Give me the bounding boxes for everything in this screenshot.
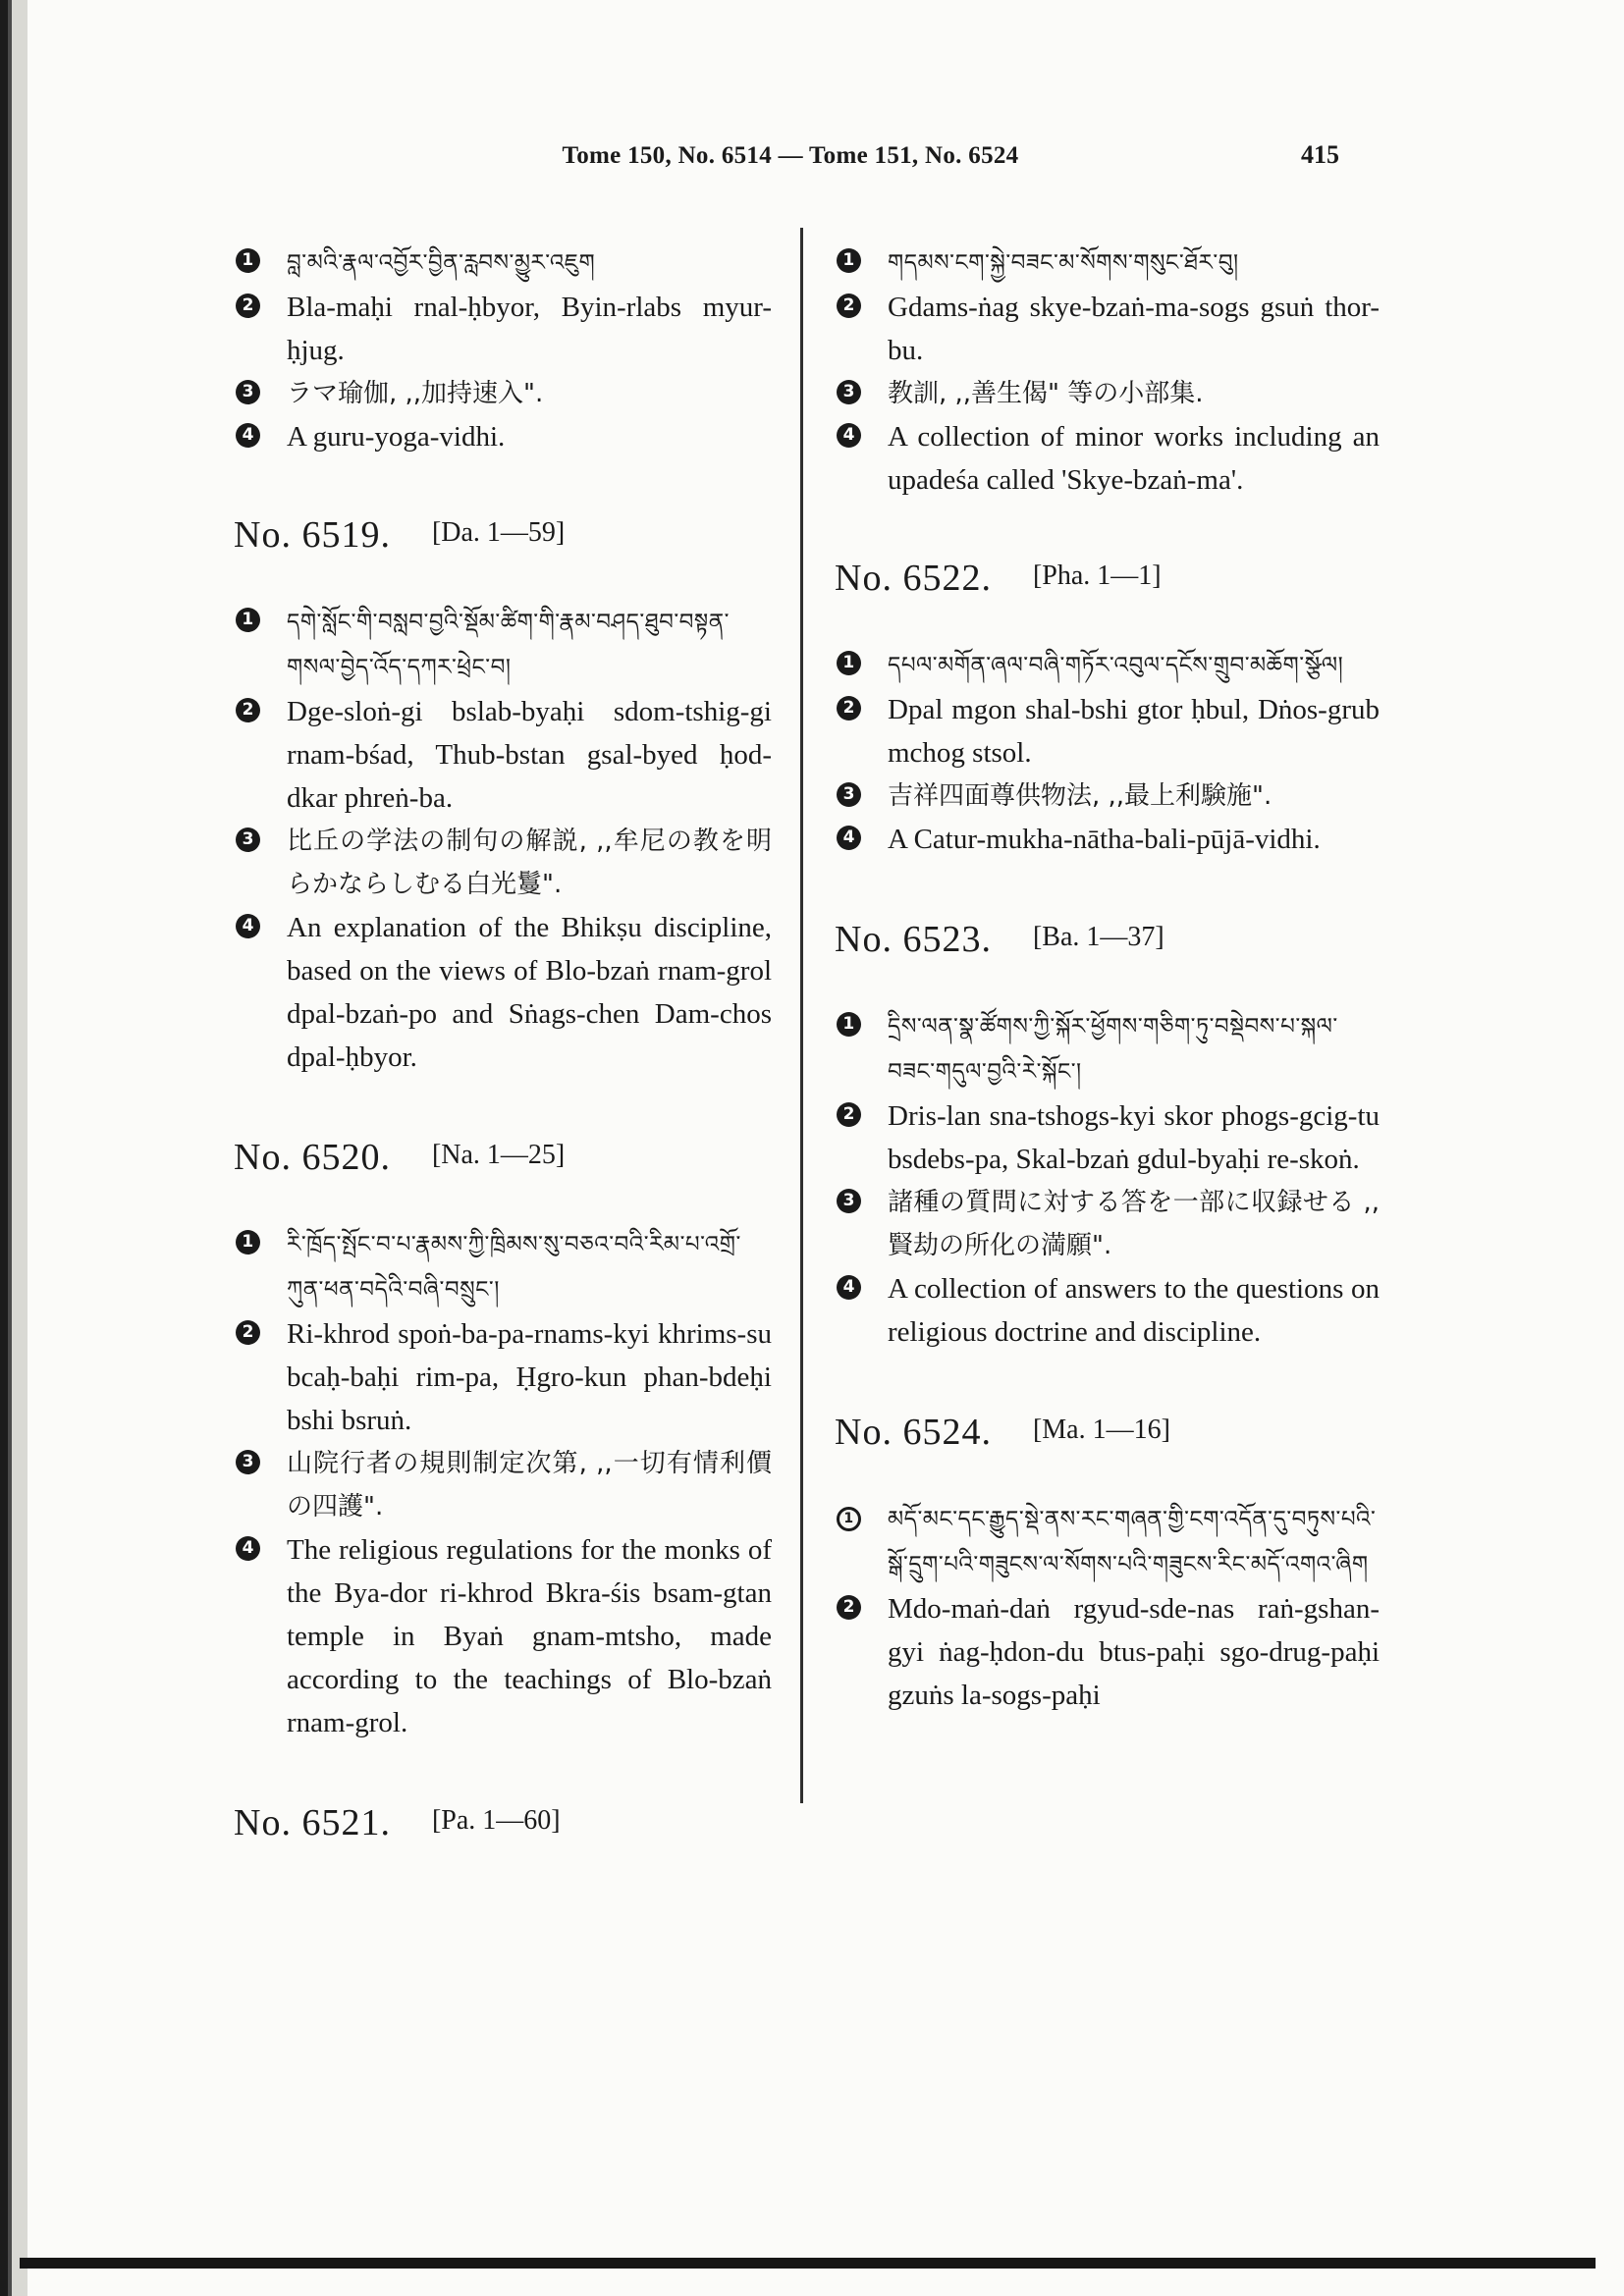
marker-2: 2	[837, 1102, 861, 1127]
left-column	[234, 240, 772, 1888]
tibetan-title: 1 བླ་མའི་རྣལ་འབྱོར་བྱིན་རླབས་མྱུར་འཇུག	[234, 240, 772, 286]
english-description: 4 A Catur-mukha-nātha-bali-pūjā-vidhi.	[835, 818, 1380, 861]
entry-heading	[835, 557, 1380, 600]
marker-1: 1	[236, 248, 260, 273]
japanese-title: 3 比丘の学法の制句の解説, ,,牟尼の教を明らかならしむる白光鬘".	[234, 820, 772, 906]
entry-number: No. 6520.	[234, 1137, 391, 1178]
english-description: 4 A collection of minor works including an upadeśa called 'Skye-bzaṅ-ma'.	[835, 415, 1380, 502]
right-column	[835, 240, 1380, 1717]
japanese-title: 3 教訓, ,,善生偈" 等の小部集.	[835, 372, 1380, 415]
tibetan-title: 1 དགེ་སློང་གི་བསླབ་བྱའི་སྡོམ་ཚིག་གི་རྣམ་བཤད་ཐུབ་བསྟན་གསལ་བྱེད་འོད་དཀར་ཕྲེང་བ།	[234, 600, 772, 690]
entry-6522	[835, 643, 1380, 861]
romanized-title: 2 Dge-sloṅ-gi bslab-byaḥi sdom-tshig-gi rnam-bśad, Thub-bstan gsal-byed ḥod-dkar phreṅ-ba.	[234, 690, 772, 820]
entry-range: [Pa. 1—60]	[431, 1805, 561, 1836]
entry-heading	[835, 918, 1380, 961]
marker-4: 4	[236, 423, 260, 448]
marker-2: 2	[837, 696, 861, 721]
english-description: 4 An explanation of the Bhikṣu discipline, based on the views of Blo-bzaṅ rnam-grol dpal-bzaṅ-po and Sṅags-chen Dam-chos dpal-ḥbyor.	[234, 906, 772, 1079]
marker-3: 3	[236, 1450, 260, 1474]
page-bottom-edge	[20, 2258, 1596, 2269]
marker-1: 1	[236, 608, 260, 632]
entry-6523	[835, 1004, 1380, 1354]
entry-number: No. 6524.	[835, 1412, 992, 1453]
entry-heading	[234, 513, 772, 557]
english-title: 4 A guru-yoga-vidhi.	[234, 415, 772, 458]
marker-4: 4	[837, 423, 861, 448]
romanized-title: 2 Dpal mgon shal-bshi gtor ḥbul, Dṅos-grub mchog stsol.	[835, 688, 1380, 774]
entry-6520	[234, 1222, 772, 1744]
entry-6524	[835, 1497, 1380, 1717]
marker-3: 3	[837, 782, 861, 807]
continued-entry	[234, 240, 772, 458]
japanese-title: 3 山院行者の規則制定次第, ,,一切有情利價の四護".	[234, 1442, 772, 1528]
romanized-title: 2 Mdo-maṅ-daṅ rgyud-sde-nas raṅ-gshan-gyi ṅag-ḥdon-du btus-paḥi sgo-drug-paḥi gzuṅs la-sogs-paḥi	[835, 1587, 1380, 1717]
entry-number: No. 6521.	[234, 1802, 391, 1843]
tibetan-title: 1 དྲིས་ལན་སྣ་ཚོགས་ཀྱི་སྐོར་ཕྱོགས་གཅིག་ཏུ་བསྡེབས་པ་སྐལ་བཟང་གདུལ་བྱའི་རེ་སྐོང་།	[835, 1004, 1380, 1095]
entry-range: [Ba. 1—37]	[1032, 922, 1164, 952]
marker-2: 2	[837, 294, 861, 318]
marker-2: 2	[236, 698, 260, 722]
entry-6519	[234, 600, 772, 1079]
marker-4: 4	[837, 826, 861, 850]
english-description: 4 A collection of answers to the questions on religious doctrine and discipline.	[835, 1267, 1380, 1354]
tibetan-title: 1 དཔལ་མགོན་ཞལ་བཞི་གཏོར་འབུལ་དངོས་གྲུབ་མཆོག་སྩོལ།	[835, 643, 1380, 688]
marker-2: 2	[236, 1320, 260, 1345]
entry-range: [Ma. 1—16]	[1032, 1415, 1170, 1445]
marker-3: 3	[837, 1189, 861, 1213]
marker-1: 1	[837, 1507, 861, 1531]
book-spine-edge	[0, 0, 27, 2296]
marker-2: 2	[837, 1595, 861, 1620]
marker-1: 1	[837, 248, 861, 273]
entry-number: No. 6519.	[234, 514, 391, 556]
tibetan-title: 1 གདམས་ངག་སྐྱེ་བཟང་མ་སོགས་གསུང་ཐོར་བུ།	[835, 240, 1380, 286]
japanese-title: 3 ラマ瑜伽, ,,加持速入".	[234, 372, 772, 415]
romanized-title: 2 Gdams-ṅag skye-bzaṅ-ma-sogs gsuṅ thor-bu.	[835, 286, 1380, 372]
marker-1: 1	[837, 1012, 861, 1037]
entry-heading	[234, 1136, 772, 1179]
marker-4: 4	[837, 1275, 861, 1300]
english-description: 4 The religious regulations for the monks of the Bya-dor ri-khrod Bkra-śis bsam-gtan temple in Byaṅ gnam-mtsho, made according to the teachings of Blo-bzaṅ rnam-grol.	[234, 1528, 772, 1744]
romanized-title: 2 Bla-maḥi rnal-ḥbyor, Byin-rlabs myur-ḥjug.	[234, 286, 772, 372]
marker-2: 2	[236, 294, 260, 318]
marker-3: 3	[837, 380, 861, 404]
page-number: 415	[1301, 140, 1339, 169]
entry-range: [Na. 1—25]	[431, 1140, 566, 1170]
romanized-title: 2 Ri-khrod spoṅ-ba-pa-rnams-kyi khrims-su bcaḥ-baḥi rim-pa, Ḥgro-kun phan-bdeḥi bshi bsruṅ.	[234, 1312, 772, 1442]
column-divider	[800, 228, 803, 1803]
tibetan-title: 1 རི་ཁྲོད་སྤོང་བ་པ་རྣམས་ཀྱི་ཁྲིམས་སུ་བཅའ་བའི་རིམ་པ་འགྲོ་ཀུན་ཕན་བདེའི་བཞི་བསྲུང་།	[234, 1222, 772, 1312]
marker-1: 1	[236, 1230, 260, 1255]
entry-heading	[835, 1411, 1380, 1454]
japanese-title: 3 吉祥四面尊供物法, ,,最上利験施".	[835, 774, 1380, 818]
marker-4: 4	[236, 914, 260, 938]
entry-number: No. 6523.	[835, 919, 992, 960]
marker-1: 1	[837, 651, 861, 675]
entry-range: [Da. 1—59]	[431, 517, 566, 548]
tibetan-title: 1 མདོ་མང་དང་རྒྱུད་སྡེ་ནས་རང་གཞན་གྱི་ངག་འདོན་དུ་བཏུས་པའི་སྒོ་དྲུག་པའི་གཟུངས་ལ་སོགས་པའི་གཟུངས་རིང་མདོ་འགའ་ཞིག	[835, 1497, 1380, 1587]
japanese-title: 3 諸種の質問に対する答を一部に収録せる ,,賢劫の所化の満願".	[835, 1181, 1380, 1267]
marker-3: 3	[236, 828, 260, 852]
running-header: Tome 150, No. 6514 — Tome 151, No. 6524	[562, 142, 1019, 169]
marker-3: 3	[236, 380, 260, 404]
entry-heading	[234, 1801, 772, 1844]
marker-4: 4	[236, 1536, 260, 1561]
entry-range: [Pha. 1—1]	[1032, 561, 1162, 591]
romanized-title: 2 Dris-lan sna-tshogs-kyi skor phogs-gcig-tu bsdebs-pa, Skal-bzaṅ gdul-byaḥi re-skoṅ.	[835, 1095, 1380, 1181]
continued-entry	[835, 240, 1380, 502]
entry-number: No. 6522.	[835, 558, 992, 599]
